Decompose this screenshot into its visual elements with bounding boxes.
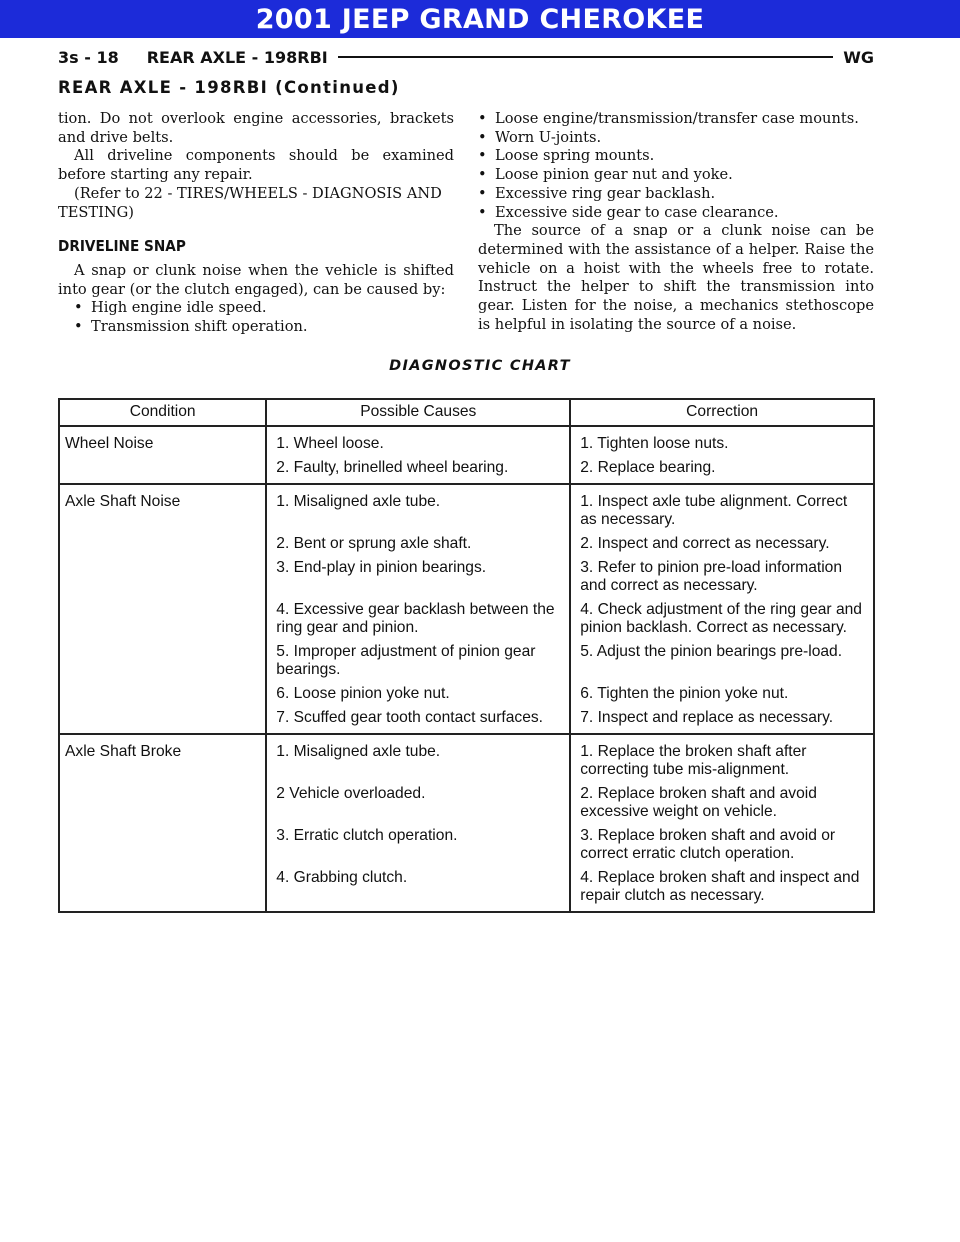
causes-cell xyxy=(266,484,570,734)
bullet-text: Loose spring mounts. xyxy=(495,147,655,165)
corrections-cell xyxy=(570,484,874,734)
banner-title: 2001 JEEP GRAND CHEROKEE xyxy=(255,3,705,35)
continued-heading: REAR AXLE - 198RBI (Continued) xyxy=(58,78,400,97)
document-banner xyxy=(0,0,960,38)
table-row xyxy=(59,484,874,734)
bullet-item xyxy=(478,204,874,223)
correction-item: 6. Tighten the pinion yoke nut. xyxy=(580,685,789,702)
bullet-item xyxy=(478,185,874,204)
header-rule xyxy=(338,56,834,58)
cause-item: 1. Misaligned axle tube. xyxy=(276,493,441,510)
paragraph: A snap or clunk noise when the vehicle is shifted into gear (or the clutch engaged), can be caused by: xyxy=(58,261,454,298)
bullet-item xyxy=(478,166,874,185)
bullet-text: Loose pinion gear nut and yoke. xyxy=(495,166,733,184)
bullet-icon: • xyxy=(478,128,487,146)
correction-item: 2. Replace bearing. xyxy=(580,459,716,476)
bullet-icon: • xyxy=(478,166,487,184)
table-row xyxy=(59,734,874,912)
bullet-item xyxy=(478,129,874,148)
cause-item: 7. Scuffed gear tooth contact surfaces. xyxy=(276,709,543,726)
section-heading: DRIVELINE SNAP xyxy=(58,237,186,256)
corrections-cell xyxy=(570,734,874,912)
bullet-text: Worn U-joints. xyxy=(495,128,602,146)
chart-title: DIAGNOSTIC CHART xyxy=(389,358,571,374)
cause-item: 4. Excessive gear backlash between the ring gear and pinion. xyxy=(276,601,555,636)
cause-item: 5. Improper adjustment of pinion gear bearings. xyxy=(276,643,536,678)
column-header: Correction xyxy=(570,399,874,426)
bullet-text: Excessive side gear to case clearance. xyxy=(495,203,779,221)
diagnostic-table xyxy=(58,398,875,913)
bullet-text: High engine idle speed. xyxy=(91,299,267,317)
condition-cell: Axle Shaft Broke xyxy=(59,734,266,912)
correction-item: 2. Inspect and correct as necessary. xyxy=(580,535,830,552)
bullet-item xyxy=(58,318,454,337)
correction-item: 1. Inspect axle tube alignment. Correct as necessary. xyxy=(580,493,848,528)
corrections-cell xyxy=(570,426,874,484)
condition-cell: Axle Shaft Noise xyxy=(59,484,266,734)
paragraph: tion. Do not overlook engine accessories, brackets and drive belts. xyxy=(58,110,454,146)
correction-item: 4. Check adjustment of the ring gear and pinion backlash. Correct as necessary. xyxy=(580,601,862,636)
paragraph: The source of a snap or a clunk noise can be determined with the assistance of a helper. Raise the vehicle on a hoist with the wheels free to rotate. Instruct the helper to shift the transmission into gear. Listen for the noise, a mechanics stethoscope is helpful in isolating the source of a noise. xyxy=(478,222,874,333)
model-code: WG xyxy=(843,47,874,67)
cause-item: 1. Wheel loose. xyxy=(276,435,384,452)
correction-item: 1. Replace the broken shaft after correcting tube mis-alignment. xyxy=(580,743,807,778)
cause-item: 2 Vehicle overloaded. xyxy=(276,785,426,802)
left-column xyxy=(58,110,454,337)
correction-item: 2. Replace broken shaft and avoid excessive weight on vehicle. xyxy=(580,785,817,820)
paragraph: (Refer to 22 - TIRES/WHEELS - DIAGNOSIS AND TESTING) xyxy=(58,184,442,221)
bullet-item xyxy=(58,299,454,318)
column-header: Possible Causes xyxy=(266,399,570,426)
cause-item: 3. End-play in pinion bearings. xyxy=(276,559,487,576)
running-head xyxy=(58,46,874,68)
cause-item: 6. Loose pinion yoke nut. xyxy=(276,685,450,702)
causes-cell xyxy=(266,734,570,912)
bullet-icon: • xyxy=(478,184,487,202)
bullet-item xyxy=(478,147,874,166)
right-column xyxy=(478,110,874,334)
cause-item: 3. Erratic clutch operation. xyxy=(276,827,458,844)
bullet-icon: • xyxy=(478,147,487,165)
column-header: Condition xyxy=(59,399,266,426)
bullet-icon: • xyxy=(74,299,83,317)
cause-item: 4. Grabbing clutch. xyxy=(276,869,408,886)
bullet-text: Transmission shift operation. xyxy=(91,318,308,336)
table-header-row xyxy=(59,399,874,426)
section-title: REAR AXLE - 198RBI xyxy=(146,47,328,67)
bullet-icon: • xyxy=(478,203,487,221)
correction-item: 7. Inspect and replace as necessary. xyxy=(580,709,834,726)
correction-item: 1. Tighten loose nuts. xyxy=(580,435,729,452)
cause-item: 1. Misaligned axle tube. xyxy=(276,743,441,760)
paragraph: All driveline components should be examined before starting any repair. xyxy=(58,147,454,184)
correction-item: 3. Replace broken shaft and avoid or correct erratic clutch operation. xyxy=(580,827,836,862)
bullet-item xyxy=(478,110,874,129)
page-number: 3s - 18 xyxy=(58,47,119,67)
bullet-icon: • xyxy=(74,318,83,336)
condition-cell: Wheel Noise xyxy=(59,426,266,484)
bullet-text: Excessive ring gear backlash. xyxy=(495,184,716,202)
causes-cell xyxy=(266,426,570,484)
cause-item: 2. Bent or sprung axle shaft. xyxy=(276,535,472,552)
correction-item: 3. Refer to pinion pre-load information and correct as necessary. xyxy=(580,559,843,594)
bullet-text: Loose engine/transmission/transfer case mounts. xyxy=(495,110,859,127)
correction-item: 5. Adjust the pinion bearings pre-load. xyxy=(580,643,843,660)
cause-item: 2. Faulty, brinelled wheel bearing. xyxy=(276,459,509,476)
table-row xyxy=(59,426,874,484)
correction-item: 4. Replace broken shaft and inspect and repair clutch as necessary. xyxy=(580,869,860,904)
bullet-icon: • xyxy=(478,110,487,127)
